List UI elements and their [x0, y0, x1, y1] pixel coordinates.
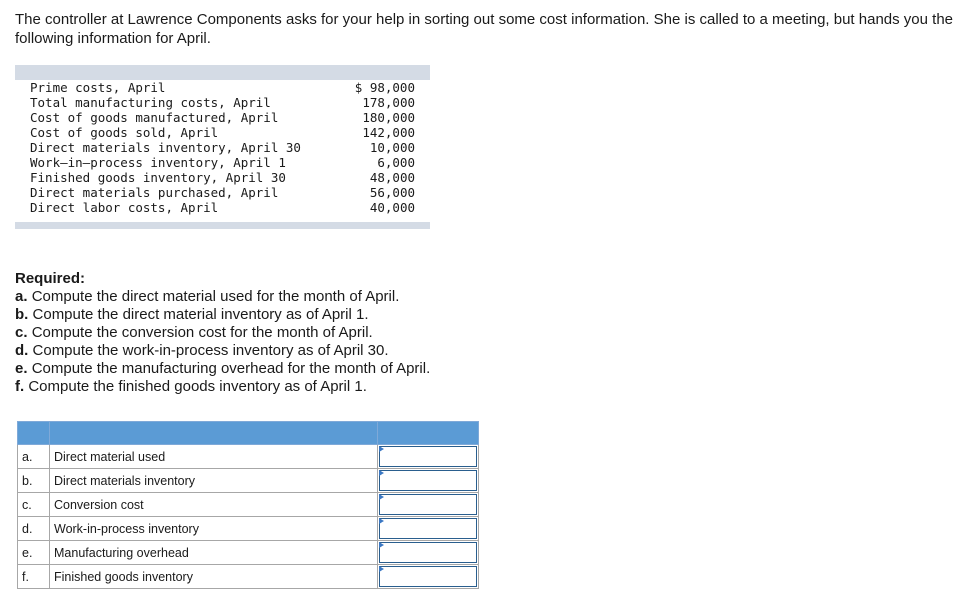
data-value: 10,000	[369, 140, 415, 155]
answer-input[interactable]	[379, 542, 477, 563]
data-label: Work–in–process inventory, April 1	[30, 155, 286, 170]
required-item	[15, 288, 615, 306]
data-row	[15, 155, 430, 170]
table-row	[18, 517, 479, 541]
data-row	[15, 185, 430, 200]
row-letter: c.	[18, 493, 50, 517]
required-item-text: Compute the direct material inventory as of April 1.	[32, 306, 369, 323]
input-flag-icon	[379, 470, 384, 476]
table-row	[18, 541, 479, 565]
answer-table	[17, 421, 479, 589]
answer-cell	[378, 493, 479, 517]
answer-input[interactable]	[379, 518, 477, 539]
data-label: Total manufacturing costs, April	[30, 95, 271, 110]
data-value: 142,000	[362, 125, 415, 140]
data-row	[15, 95, 430, 110]
answer-cell	[378, 517, 479, 541]
input-flag-icon	[379, 566, 384, 572]
required-item	[15, 324, 615, 342]
data-label: Direct materials purchased, April	[30, 185, 279, 200]
row-letter: a.	[18, 445, 50, 469]
data-value: $ 98,000	[354, 80, 415, 95]
data-row	[15, 80, 430, 95]
data-row	[15, 110, 430, 125]
table-row	[18, 445, 479, 469]
data-label: Finished goods inventory, April 30	[30, 170, 286, 185]
required-section	[15, 270, 615, 396]
required-title: Required:	[15, 270, 86, 287]
data-value: 48,000	[369, 170, 415, 185]
input-flag-icon	[379, 518, 384, 524]
data-value: 40,000	[369, 200, 415, 215]
header-cell	[378, 422, 479, 445]
answer-cell	[378, 445, 479, 469]
row-label: Conversion cost	[50, 493, 378, 517]
table-row	[18, 565, 479, 589]
row-label: Direct material used	[50, 445, 378, 469]
required-item	[15, 360, 615, 378]
row-label: Finished goods inventory	[50, 565, 378, 589]
required-item-text: Compute the finished goods inventory as of April 1.	[28, 378, 367, 395]
answer-table-header	[18, 422, 479, 445]
row-label: Direct materials inventory	[50, 469, 378, 493]
required-item	[15, 378, 615, 396]
data-label: Cost of goods sold, April	[30, 125, 219, 140]
cost-data-rows	[15, 80, 430, 215]
input-flag-icon	[379, 494, 384, 500]
answer-input[interactable]	[379, 494, 477, 515]
answer-input[interactable]	[379, 566, 477, 587]
answer-cell	[378, 469, 479, 493]
answer-input[interactable]	[379, 446, 477, 467]
data-label: Prime costs, April	[30, 80, 166, 95]
row-letter: d.	[18, 517, 50, 541]
required-item-letter: b.	[15, 306, 29, 323]
data-value: 178,000	[362, 95, 415, 110]
data-value: 180,000	[362, 110, 415, 125]
input-flag-icon	[379, 446, 384, 452]
required-item-letter: d.	[15, 342, 29, 359]
required-item-text: Compute the manufacturing overhead for the month of April.	[31, 360, 431, 377]
required-item-letter: e.	[15, 360, 28, 377]
row-letter: e.	[18, 541, 50, 565]
header-cell	[18, 422, 50, 445]
data-value: 6,000	[377, 155, 415, 170]
intro-text: The controller at Lawrence Components asks for your help in sorting out some cost information. She is called to a meeting, but hands you the following information for April.	[15, 11, 954, 47]
required-item	[15, 342, 615, 360]
answer-cell	[378, 541, 479, 565]
data-box-bottom-bar	[15, 222, 430, 229]
data-label: Direct labor costs, April	[30, 200, 219, 215]
data-row	[15, 140, 430, 155]
required-item	[15, 306, 615, 324]
input-flag-icon	[379, 542, 384, 548]
required-item-text: Compute the direct material used for the month of April.	[31, 288, 400, 305]
data-row	[15, 125, 430, 140]
row-letter: b.	[18, 469, 50, 493]
required-item-text: Compute the conversion cost for the month of April.	[31, 324, 373, 341]
row-letter: f.	[18, 565, 50, 589]
required-item-letter: a.	[15, 288, 28, 305]
row-label: Work-in-process inventory	[50, 517, 378, 541]
required-item-text: Compute the work-in-process inventory as of April 30.	[32, 342, 389, 359]
data-label: Direct materials inventory, April 30	[30, 140, 301, 155]
data-row	[15, 170, 430, 185]
header-cell	[50, 422, 378, 445]
data-box-top-bar	[15, 65, 430, 80]
data-value: 56,000	[369, 185, 415, 200]
cost-data-box	[15, 65, 430, 229]
data-row	[15, 200, 430, 215]
table-row	[18, 469, 479, 493]
row-label: Manufacturing overhead	[50, 541, 378, 565]
answer-input[interactable]	[379, 470, 477, 491]
required-item-letter: c.	[15, 324, 28, 341]
answer-cell	[378, 565, 479, 589]
table-row	[18, 493, 479, 517]
data-label: Cost of goods manufactured, April	[30, 110, 279, 125]
required-item-letter: f.	[15, 378, 25, 395]
